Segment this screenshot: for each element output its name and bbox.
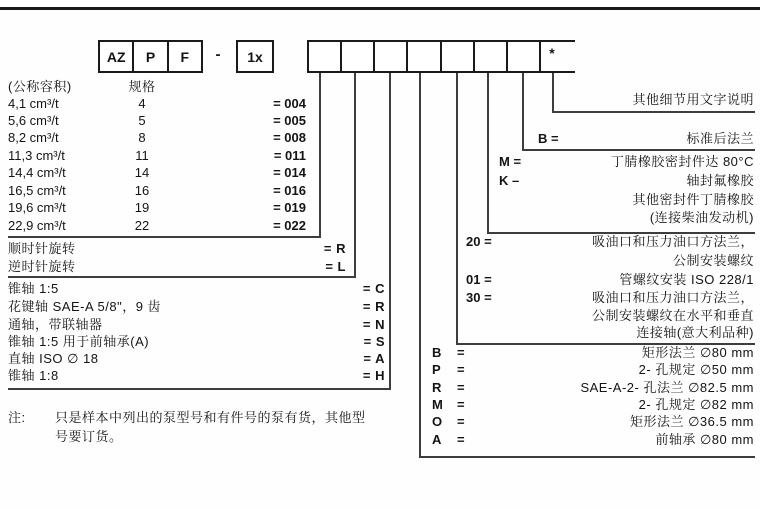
series-box bbox=[236, 40, 274, 73]
volume-value: 22,9 cm³/t bbox=[8, 218, 66, 233]
shaft-row bbox=[8, 281, 385, 297]
displacement-row bbox=[8, 183, 306, 199]
rotation-row bbox=[8, 259, 346, 275]
leader-line-1 bbox=[319, 73, 321, 236]
leader-line-6 bbox=[487, 73, 489, 232]
other-details-label: 其他细节用文字说明 bbox=[632, 92, 754, 107]
volume-value: 14,4 cm³/t bbox=[8, 165, 66, 180]
shaft-row bbox=[8, 299, 385, 315]
star-cell: * bbox=[549, 45, 555, 61]
volume-value: 4,1 cm³/t bbox=[8, 96, 59, 111]
note-line-1: 只是样本中列出的泵型号和有件号的泵有货，其他型 bbox=[55, 410, 366, 425]
option-cell-5 bbox=[442, 42, 475, 71]
shaft-label: 花键轴 SAE-A 5/8"，9 齿 bbox=[8, 299, 162, 314]
shaft-label: 锥轴 1:5 bbox=[8, 281, 59, 296]
volume-value: 16,5 cm³/t bbox=[8, 183, 66, 198]
shaft-code: = S bbox=[363, 334, 385, 349]
note-label: 注: bbox=[8, 410, 26, 425]
size-value: 11 bbox=[135, 148, 149, 163]
size-value: 19 bbox=[134, 200, 150, 215]
star-cell-top-line bbox=[539, 40, 575, 42]
port-label: 连接轴(意大利品种) bbox=[636, 325, 754, 340]
port-code: 20 = bbox=[466, 234, 492, 249]
option-cell-2 bbox=[342, 42, 375, 71]
size-value: 16 bbox=[134, 183, 150, 198]
displacement-row bbox=[8, 113, 306, 129]
shaft-code: = R bbox=[362, 299, 385, 314]
code-value: = 004 bbox=[273, 96, 306, 111]
flange-label: 矩形法兰 ∅80 mm bbox=[641, 345, 754, 360]
port-code: 30 = bbox=[466, 290, 492, 305]
shaft-row bbox=[8, 317, 385, 333]
flange-eq: = bbox=[457, 414, 465, 429]
rotation-label: 逆时针旋转 bbox=[8, 259, 76, 274]
flange-eq: = bbox=[457, 380, 465, 395]
option-cell-4 bbox=[408, 42, 441, 71]
leader-line-3 bbox=[389, 73, 391, 388]
leader-line-5 bbox=[456, 73, 458, 343]
rear-flange-label: 标准后法兰 bbox=[686, 131, 754, 146]
flange-label: 2- 孔规定 ∅82 mm bbox=[638, 397, 754, 412]
rotation-row bbox=[8, 241, 346, 257]
rotation-code: = R bbox=[323, 241, 346, 256]
seal-code: K – bbox=[499, 173, 520, 188]
flange-code: A bbox=[432, 432, 442, 447]
front-flange-rule bbox=[419, 456, 755, 458]
flange-label: 矩形法兰 ∅36.5 mm bbox=[629, 414, 754, 429]
flange-eq: = bbox=[457, 397, 465, 412]
leader-line-7 bbox=[522, 73, 524, 149]
port-code: 01 = bbox=[466, 272, 492, 287]
displacement-size-header: 规格 bbox=[128, 79, 156, 94]
volume-value: 5,6 cm³/t bbox=[8, 113, 59, 128]
port-label: 吸油口和压力油口方法兰， bbox=[591, 290, 754, 305]
flange-eq: = bbox=[457, 345, 465, 360]
port-label: 公制安装螺纹在水平和垂直 bbox=[591, 308, 754, 323]
code-value: = 011 bbox=[273, 148, 306, 163]
flange-eq: = bbox=[457, 432, 465, 447]
displacement-row bbox=[8, 96, 306, 112]
code-separator: - bbox=[215, 46, 221, 63]
seal-label: (连接柴油发动机) bbox=[649, 210, 754, 225]
shaft-code: = N bbox=[362, 317, 385, 332]
flange-code: P bbox=[432, 362, 441, 377]
leader-line-8 bbox=[552, 73, 554, 111]
rotation-code: = L bbox=[325, 259, 346, 274]
displacement-header bbox=[8, 79, 306, 95]
volume-value: 8,2 cm³/t bbox=[8, 130, 59, 145]
rear-flange-code: B = bbox=[538, 131, 559, 146]
leader-line-2 bbox=[354, 73, 356, 276]
code-value: = 014 bbox=[273, 165, 306, 180]
option-cell-3 bbox=[375, 42, 408, 71]
port-label: 公制安装螺纹 bbox=[672, 253, 754, 268]
prefix-cell-f: F bbox=[180, 48, 190, 65]
flange-label: 前轴承 ∅80 mm bbox=[655, 432, 754, 447]
displacement-rule bbox=[8, 236, 321, 238]
rotation-label: 顺时针旋转 bbox=[8, 241, 76, 256]
displacement-row bbox=[8, 200, 306, 216]
volume-value: 19,6 cm³/t bbox=[8, 200, 66, 215]
flange-code: O bbox=[432, 414, 443, 429]
shaft-code: = A bbox=[363, 351, 385, 366]
code-value: = 016 bbox=[273, 183, 306, 198]
flange-label: 2- 孔规定 ∅50 mm bbox=[638, 362, 754, 377]
displacement-volume-header: (公称容积) bbox=[8, 79, 72, 94]
displacement-row bbox=[8, 165, 306, 181]
flange-eq: = bbox=[457, 362, 465, 377]
shaft-code: = C bbox=[362, 281, 385, 296]
size-value: 22 bbox=[134, 218, 150, 233]
displacement-row bbox=[8, 130, 306, 146]
displacement-row bbox=[8, 218, 306, 234]
shaft-code: = H bbox=[362, 368, 385, 383]
seal-label: 轴封氟橡胶 bbox=[686, 173, 754, 188]
flange-label: SAE-A-2- 孔法兰 ∅82.5 mm bbox=[580, 380, 754, 395]
code-value: = 022 bbox=[273, 218, 306, 233]
prefix-cell-az: AZ bbox=[100, 42, 134, 71]
series-cell: 1x bbox=[247, 48, 263, 65]
rear-flange-rule bbox=[522, 149, 755, 151]
port-label: 吸油口和压力油口方法兰， bbox=[591, 234, 754, 249]
shaft-label: 锥轴 1:8 bbox=[8, 368, 59, 383]
shaft-row bbox=[8, 368, 385, 384]
flange-code: M bbox=[432, 397, 443, 412]
rotation-rule bbox=[8, 276, 356, 278]
shaft-label: 通轴，带联轴器 bbox=[8, 317, 103, 332]
option-cell-7 bbox=[508, 42, 539, 71]
star-cell-bottom-line bbox=[539, 71, 575, 73]
code-value: = 019 bbox=[273, 200, 306, 215]
shaft-label: 直轴 ISO ∅ 18 bbox=[8, 351, 99, 366]
other-details-rule bbox=[552, 111, 755, 113]
prefix-cell-p: P bbox=[134, 42, 168, 71]
page-top-border bbox=[0, 7, 760, 10]
seal-label: 丁腈橡胶密封件达 80°C bbox=[610, 154, 754, 169]
option-cell-1 bbox=[309, 42, 342, 71]
flange-code: B bbox=[432, 345, 442, 360]
shaft-rule bbox=[8, 388, 391, 390]
model-code-prefix-box bbox=[98, 40, 203, 73]
seal-code: M = bbox=[499, 154, 522, 169]
size-value: 5 bbox=[138, 113, 146, 128]
code-value: = 008 bbox=[273, 130, 306, 145]
option-boxes-row bbox=[307, 40, 541, 73]
option-cell-6 bbox=[475, 42, 508, 71]
size-value: 4 bbox=[138, 96, 146, 111]
leader-line-4 bbox=[419, 73, 421, 456]
displacement-row bbox=[8, 148, 306, 164]
shaft-label: 锥轴 1:5 用于前轴承(A) bbox=[8, 334, 150, 349]
size-value: 8 bbox=[138, 130, 146, 145]
flange-code: R bbox=[432, 380, 442, 395]
seal-label: 其他密封件丁腈橡胶 bbox=[632, 192, 754, 207]
note-line-2: 号要订货。 bbox=[55, 429, 123, 444]
shaft-row bbox=[8, 334, 385, 350]
code-value: = 005 bbox=[273, 113, 306, 128]
size-value: 14 bbox=[134, 165, 150, 180]
volume-value: 11,3 cm³/t bbox=[8, 148, 65, 163]
shaft-row bbox=[8, 351, 385, 367]
port-label: 管螺纹安装 ISO 228/1 bbox=[619, 272, 754, 287]
